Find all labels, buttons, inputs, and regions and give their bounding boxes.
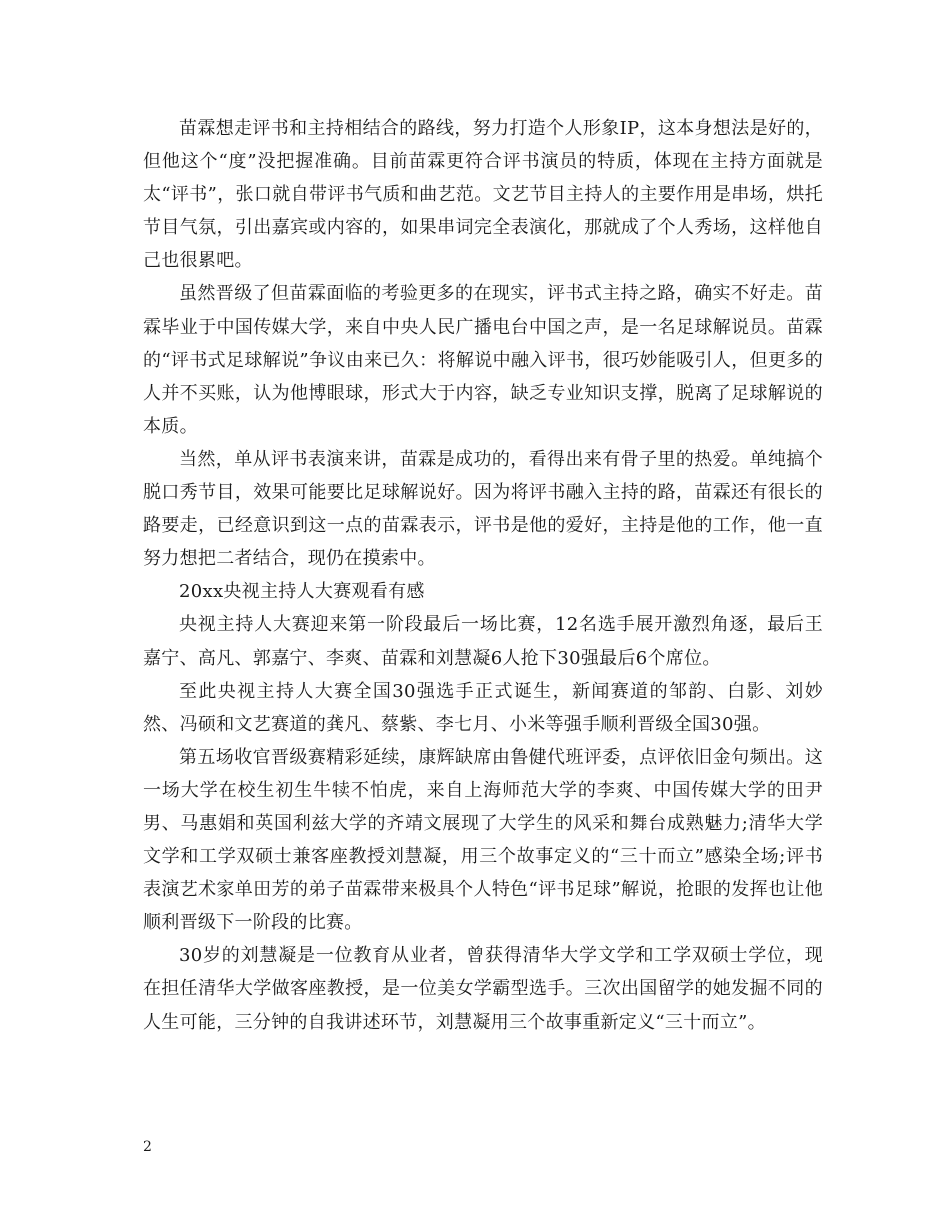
paragraph-5: 至此央视主持人大赛全国30强选手正式诞生，新闻赛道的邹韵、白影、刘妙然、冯硕和文艺赛道的龚凡、蔡紫、李七月、小米等强手顺利晋级全国30强。	[143, 680, 823, 735]
paragraph-3: 当然，单从评书表演来讲，苗霖是成功的，看得出来有骨子里的热爱。单纯搞个脱口秀节目，效果可能要比足球解说好。因为将评书融入主持的路，苗霖还有很长的路要走，已经意识到这一点的苗霖表示，评书是他的爱好，主持是他的工作，他一直努力想把二者结合，现仍在摸索中。	[143, 448, 823, 570]
paragraph-6: 第五场收官晋级赛精彩延续，康辉缺席由鲁健代班评委，点评依旧金句频出。这一场大学在校生初生牛犊不怕虎，来自上海师范大学的李爽、中国传媒大学的田尹男、马惠娟和英国利兹大学的齐靖文展现了大学生的风采和舞台成熟魅力;清华大学文学和工学双硕士兼客座教授刘慧凝，用三个故事定义的“三十而立”感染全场;评书表演艺术家单田芳的弟子苗霖带来极具个人特色“评书足球”解说，抢眼的发挥也让他顺利晋级下一阶段的比赛。	[143, 746, 823, 934]
page-number: 2	[143, 1139, 152, 1155]
document-body	[143, 112, 823, 1039]
paragraph-4: 央视主持人大赛迎来第一阶段最后一场比赛，12名选手展开激烈角逐，最后王嘉宁、高凡、郭嘉宁、李爽、苗霖和刘慧凝6人抢下30强最后6个席位。	[143, 614, 823, 669]
paragraph-2: 虽然晋级了但苗霖面临的考验更多的在现实，评书式主持之路，确实不好走。苗霖毕业于中国传媒大学，来自中央人民广播电台中国之声，是一名足球解说员。苗霖的“评书式足球解说”争议由来已久：将解说中融入评书，很巧妙能吸引人，但更多的人并不买账，认为他博眼球，形式大于内容，缺乏专业知识支撑，脱离了足球解说的本质。	[143, 283, 823, 437]
paragraph-1: 苗霖想走评书和主持相结合的路线，努力打造个人形象IP，这本身想法是好的，但他这个“度”没把握准确。目前苗霖更符合评书演员的特质，体现在主持方面就是太“评书”，张口就自带评书气质和曲艺范。文艺节目主持人的主要作用是串场，烘托节目气氛，引出嘉宾或内容的，如果串词完全表演化，那就成了个人秀场，这样他自己也很累吧。	[143, 118, 823, 272]
section-heading: 20xx央视主持人大赛观看有感	[179, 581, 425, 603]
paragraph-7: 30岁的刘慧凝是一位教育从业者，曾获得清华大学文学和工学双硕士学位，现在担任清华大学做客座教授，是一位美女学霸型选手。三次出国留学的她发掘不同的人生可能，三分钟的自我讲述环节，刘慧凝用三个故事重新定义“三十而立”。	[143, 945, 823, 1033]
